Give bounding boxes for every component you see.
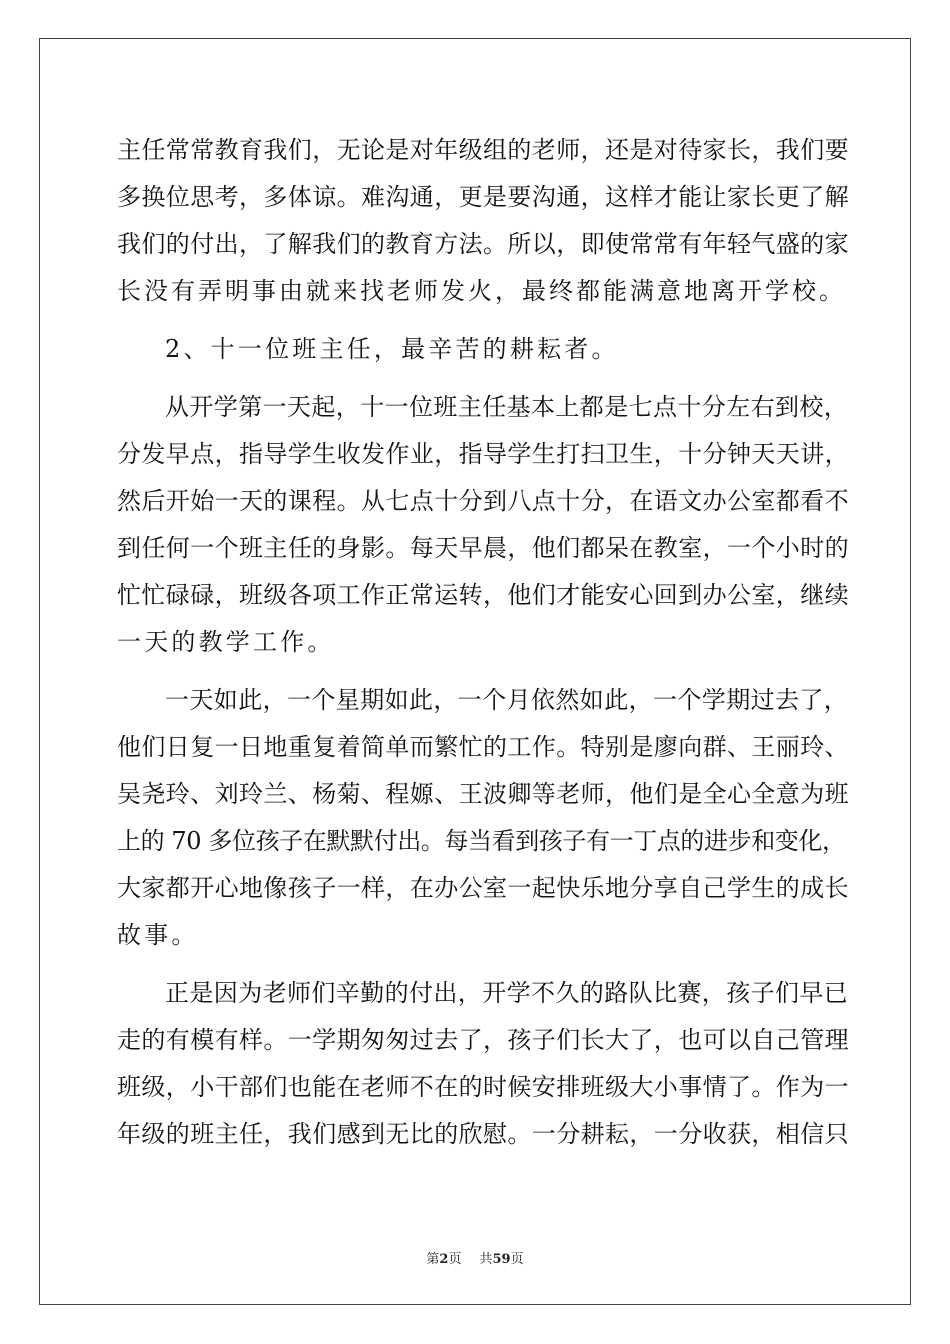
text-line-4: 长没有弄明事由就来找老师发火，最终都能满意地离开学校。 bbox=[117, 277, 846, 305]
page-footer bbox=[0, 1248, 950, 1267]
total-prefix: 共 bbox=[479, 1252, 493, 1267]
section-heading: 2、十一位班主任，最辛苦的耕耘者。 bbox=[165, 335, 619, 363]
text-line-11: 一天的教学工作。 bbox=[117, 628, 335, 656]
text-line-15: 上的 70 多位孩子在默默付出。每当看到孩子有一丁点的进步和变化， bbox=[117, 827, 846, 855]
text-line-9: 到任何一个班主任的身影。每天早晨，他们都呆在教室，一个小时的 bbox=[117, 534, 849, 562]
total-suffix: 页 bbox=[510, 1252, 524, 1267]
text-line-12: 一天如此，一个星期如此，一个月依然如此，一个学期过去了， bbox=[165, 686, 849, 714]
total-pages: 59 bbox=[492, 1252, 511, 1267]
text-line-3: 我们的付出，了解我们的教育方法。所以，即使常常有年轻气盛的家 bbox=[117, 230, 849, 258]
text-line-8: 然后开始一天的课程。从七点十分到八点十分，在语文办公室都看不 bbox=[117, 487, 849, 515]
text-line-20: 班级，小干部们也能在老师不在的时候安排班级大小事情了。作为一 bbox=[117, 1073, 849, 1101]
page-prefix: 第 bbox=[426, 1252, 440, 1267]
text-line-19: 走的有模有样。一学期匆匆过去了，孩子们长大了，也可以自己管理 bbox=[117, 1026, 849, 1054]
text-line-10: 忙忙碌碌，班级各项工作正常运转，他们才能安心回到办公室，继续 bbox=[117, 581, 849, 609]
text-line-13: 他们日复一日地重复着简单而繁忙的工作。特别是廖向群、王丽玲、 bbox=[117, 733, 849, 761]
text-line-7: 分发早点，指导学生收发作业，指导学生打扫卫生，十分钟天天讲， bbox=[117, 440, 849, 468]
text-line-2: 多换位思考，多体谅。难沟通，更是要沟通，这样才能让家长更了解 bbox=[117, 183, 849, 211]
text-line-16: 大家都开心地像孩子一样，在办公室一起快乐地分享自己学生的成长 bbox=[117, 874, 849, 902]
text-line-14: 吴尧玲、刘玲兰、杨菊、程嫄、王波卿等老师，他们是全心全意为班 bbox=[117, 780, 849, 808]
text-line-6: 从开学第一天起，十一位班主任基本上都是七点十分左右到校， bbox=[165, 393, 849, 421]
text-line-1: 主任常常教育我们，无论是对年级组的老师，还是对待家长，我们要 bbox=[117, 136, 849, 164]
text-line-21: 年级的班主任，我们感到无比的欣慰。一分耕耘，一分收获，相信只 bbox=[117, 1120, 849, 1148]
page-suffix: 页 bbox=[448, 1252, 462, 1267]
text-line-17: 故事。 bbox=[117, 921, 199, 949]
page-number: 2 bbox=[439, 1252, 449, 1267]
text-line-18: 正是因为老师们辛勤的付出，开学不久的路队比赛，孩子们早已 bbox=[165, 979, 849, 1007]
